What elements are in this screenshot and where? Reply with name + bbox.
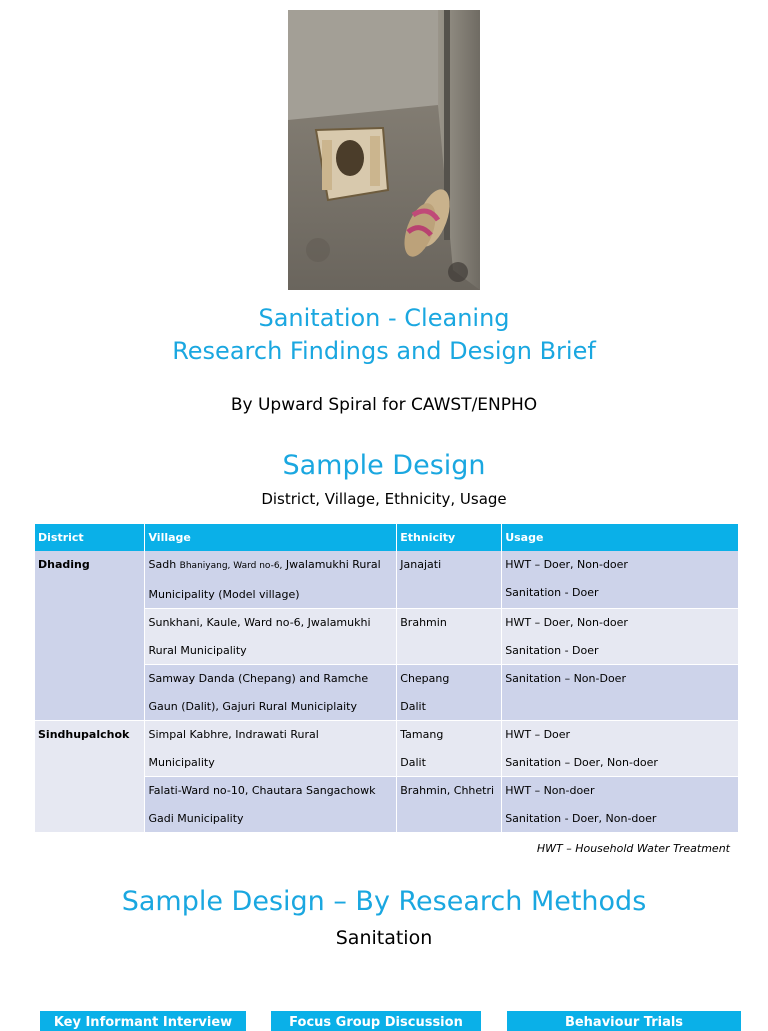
village-cell: Samway Danda (Chepang) and Ramche Gaun (Dalit), Gajuri Rural Municiplaity bbox=[145, 665, 397, 721]
toilet-photo bbox=[288, 10, 480, 290]
table-row bbox=[35, 551, 739, 609]
tab-focus-group-discussion: Focus Group Discussion bbox=[271, 1011, 481, 1031]
tab-key-informant-interview: Key Informant Interview bbox=[40, 1011, 246, 1031]
table-row bbox=[35, 721, 739, 777]
research-methods-title: Sample Design – By Research Methods bbox=[121, 886, 647, 917]
ethnicity-cell: Brahmin bbox=[397, 609, 502, 665]
usage-cell: HWT – Doer, Non-doer Sanitation - Doer bbox=[502, 551, 739, 609]
sample-design-subtitle: District, Village, Ethnicity, Usage bbox=[261, 490, 507, 508]
village-cell: Sadh Bhaniyang, Ward no-6, Jwalamukhi Rural Municipality (Model village) bbox=[145, 551, 397, 609]
village-cell: Falati-Ward no-10, Chautara Sangachowk Gadi Municipality bbox=[145, 777, 397, 833]
research-methods-subtitle: Sanitation bbox=[335, 927, 433, 949]
village-cell: Sunkhani, Kaule, Ward no-6, Jwalamukhi Rural Municipality bbox=[145, 609, 397, 665]
ethnicity-cell: Brahmin, Chhetri bbox=[397, 777, 502, 833]
title-line1: Sanitation - Cleaning bbox=[258, 304, 510, 332]
column-header: Usage bbox=[502, 524, 739, 551]
district-cell: Sindhupalchok bbox=[35, 721, 145, 833]
column-header: District bbox=[35, 524, 145, 551]
footnote: HWT – Household Water Treatment bbox=[536, 842, 730, 855]
usage-cell: Sanitation – Non-Doer bbox=[502, 665, 739, 721]
ethnicity-cell: Chepang Dalit bbox=[397, 665, 502, 721]
tab-behaviour-trials: Behaviour Trials bbox=[507, 1011, 741, 1031]
village-cell: Simpal Kabhre, Indrawati Rural Municipality bbox=[145, 721, 397, 777]
usage-cell: HWT – Non-doer Sanitation - Doer, Non-doer bbox=[502, 777, 739, 833]
sample-design-table bbox=[35, 524, 739, 833]
column-header: Village bbox=[145, 524, 397, 551]
usage-cell: HWT – Doer, Non-doer Sanitation - Doer bbox=[502, 609, 739, 665]
ethnicity-cell: Tamang Dalit bbox=[397, 721, 502, 777]
table-header-row bbox=[35, 524, 739, 551]
ethnicity-cell: Janajati bbox=[397, 551, 502, 609]
byline: By Upward Spiral for CAWST/ENPHO bbox=[230, 395, 538, 415]
sample-design-title: Sample Design bbox=[282, 450, 486, 481]
district-cell: Dhading bbox=[35, 551, 145, 721]
usage-cell: HWT – Doer Sanitation – Doer, Non-doer bbox=[502, 721, 739, 777]
column-header: Ethnicity bbox=[397, 524, 502, 551]
title-line2: Research Findings and Design Brief bbox=[172, 337, 596, 365]
